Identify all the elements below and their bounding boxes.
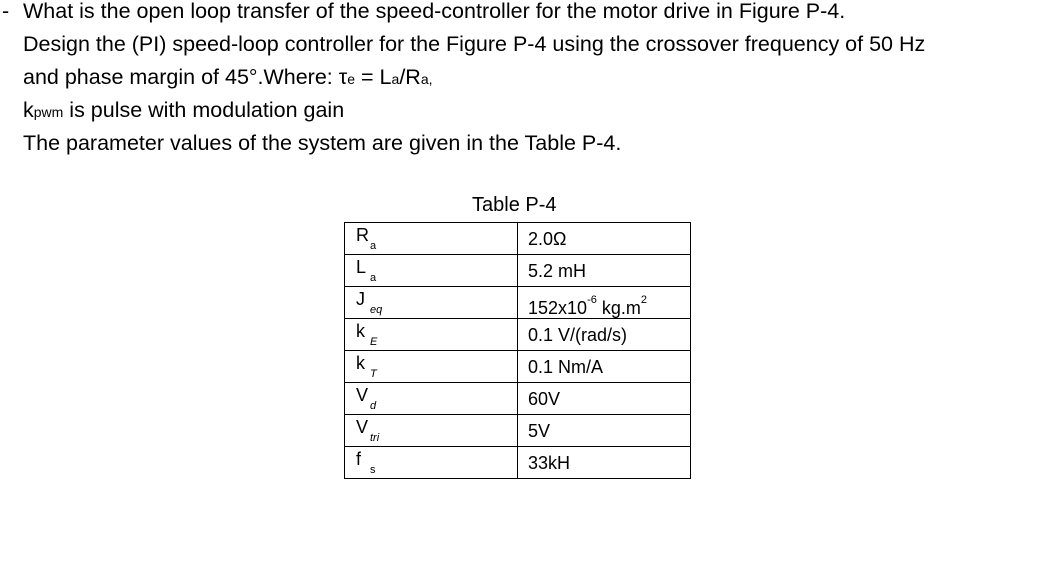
question-line-4 [23,94,344,128]
table-row [345,415,691,447]
symbol-cell [345,415,518,447]
symbol-main: R [356,225,369,245]
symbol-main: L [356,257,367,277]
question-line-3 [23,61,433,95]
symbol-subscript: a [370,272,377,284]
symbol-main: f [356,449,362,469]
kpwm-subscript: pwm [33,104,64,120]
value-text: 5.2 mH [528,261,587,281]
symbol-cell [345,383,518,415]
line3-text-a: and phase margin of 45°.Where: τ [23,65,348,89]
table-row [345,287,691,319]
value-mantissa: 152x10 [528,298,588,318]
value-cell [518,415,691,447]
table-row [345,223,691,255]
symbol-subscript: tri [370,432,380,444]
value-cell [518,383,691,415]
value-cell [518,351,691,383]
value-cell [518,319,691,351]
symbol-cell [345,255,518,287]
kpwm-k: k [23,98,34,122]
symbol-cell [345,447,518,479]
question-line-5: The parameter values of the system are given in the Table P-4. [23,131,622,155]
line3-text-c: /R [399,65,421,89]
value-exponent: -6 [587,294,597,306]
unit-exponent: 2 [640,294,647,306]
symbol-cell [345,287,518,319]
symbol-cell [345,223,518,255]
table-row [345,319,691,351]
symbol-subscript: s [370,464,376,476]
value-cell [518,447,691,479]
table-row [345,351,691,383]
line3-text-b: = L [355,65,392,89]
symbol-cell [345,319,518,351]
symbol-main: V [356,417,369,437]
line4-rest: is pulse with modulation gain [63,98,345,122]
tau-subscript: e [347,71,356,87]
value-text: 2.0Ω [528,229,567,249]
symbol-main: k [356,353,365,373]
symbol-main: V [356,385,369,405]
value-text: 0.1 V/(rad/s) [528,325,628,345]
symbol-subscript: a [370,240,377,252]
value-cell [518,287,691,319]
question-line-1: What is the open loop transfer of the speed-controller for the motor drive in Figure P-4. [23,0,846,23]
value-cell [518,255,691,287]
symbol-main: k [356,321,365,341]
value-unit: kg.m [596,298,641,318]
question-line-2: Design the (PI) speed-loop controller for the Figure P-4 using the crossover frequency of 50 Hz [23,32,926,56]
table-row [345,255,691,287]
symbol-subscript: eq [370,304,383,316]
value-text: 33kH [528,453,571,473]
value-text: 0.1 Nm/A [528,357,604,377]
la-subscript: a [391,71,400,87]
table-row [345,383,691,415]
value-text: 60V [528,389,561,409]
symbol-cell [345,351,518,383]
parameter-table [344,222,691,479]
table-title: Table P-4 [472,194,557,216]
symbol-subscript: T [370,368,377,380]
symbol-main: J [356,289,365,309]
ra-subscript: a, [420,71,433,87]
value-text: 5V [528,421,551,441]
value-cell [518,223,691,255]
symbol-subscript: d [370,400,377,412]
symbol-subscript: E [370,336,378,348]
list-dash: - [2,0,10,23]
table-row [345,447,691,479]
